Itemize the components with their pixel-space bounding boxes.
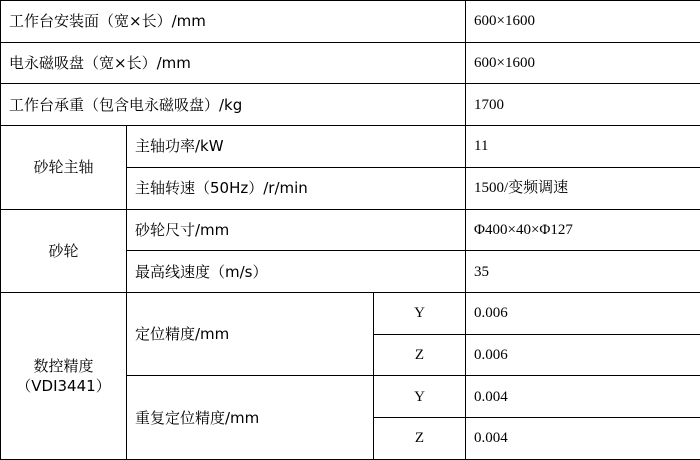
group-label-spindle: 砂轮主轴 [1, 126, 127, 209]
row-value: 35 [466, 251, 700, 293]
table-row [1, 209, 700, 251]
table-row [1, 1, 700, 43]
table-row [1, 293, 700, 335]
row-value: 0.004 [466, 376, 700, 418]
group-label-accuracy [1, 293, 127, 460]
row-value: 0.006 [466, 293, 700, 335]
table-row [1, 84, 700, 126]
row-label: 重复定位精度/mm [127, 376, 374, 460]
row-label: 主轴功率/kW [127, 126, 466, 168]
axis-label: Y [374, 376, 466, 418]
row-label: 定位精度/mm [127, 293, 374, 376]
row-label: 电永磁吸盘（宽×长）/mm [1, 42, 466, 84]
row-value: Φ400×40×Φ127 [466, 209, 700, 251]
axis-label: Z [374, 334, 466, 376]
row-value: 1700 [466, 84, 700, 126]
row-label: 工作台安装面（宽×长）/mm [1, 1, 466, 43]
axis-label: Z [374, 418, 466, 460]
group-label-wheel: 砂轮 [1, 209, 127, 292]
row-value: 1500/变频调速 [466, 167, 700, 209]
table-row [1, 42, 700, 84]
row-value: 0.004 [466, 418, 700, 460]
row-label: 最高线速度（m/s） [127, 251, 466, 293]
row-value: 0.006 [466, 334, 700, 376]
group-label-accuracy-line2: （VDI3441） [16, 377, 111, 396]
row-value: 11 [466, 126, 700, 168]
row-label: 工作台承重（包含电永磁吸盘）/kg [1, 84, 466, 126]
row-value: 600×1600 [466, 42, 700, 84]
axis-label: Y [374, 293, 466, 335]
row-label: 砂轮尺寸/mm [127, 209, 466, 251]
table-row [1, 126, 700, 168]
row-label: 主轴转速（50Hz）/r/min [127, 167, 466, 209]
group-label-accuracy-line1: 数控精度 [33, 356, 94, 375]
row-value: 600×1600 [466, 1, 700, 43]
